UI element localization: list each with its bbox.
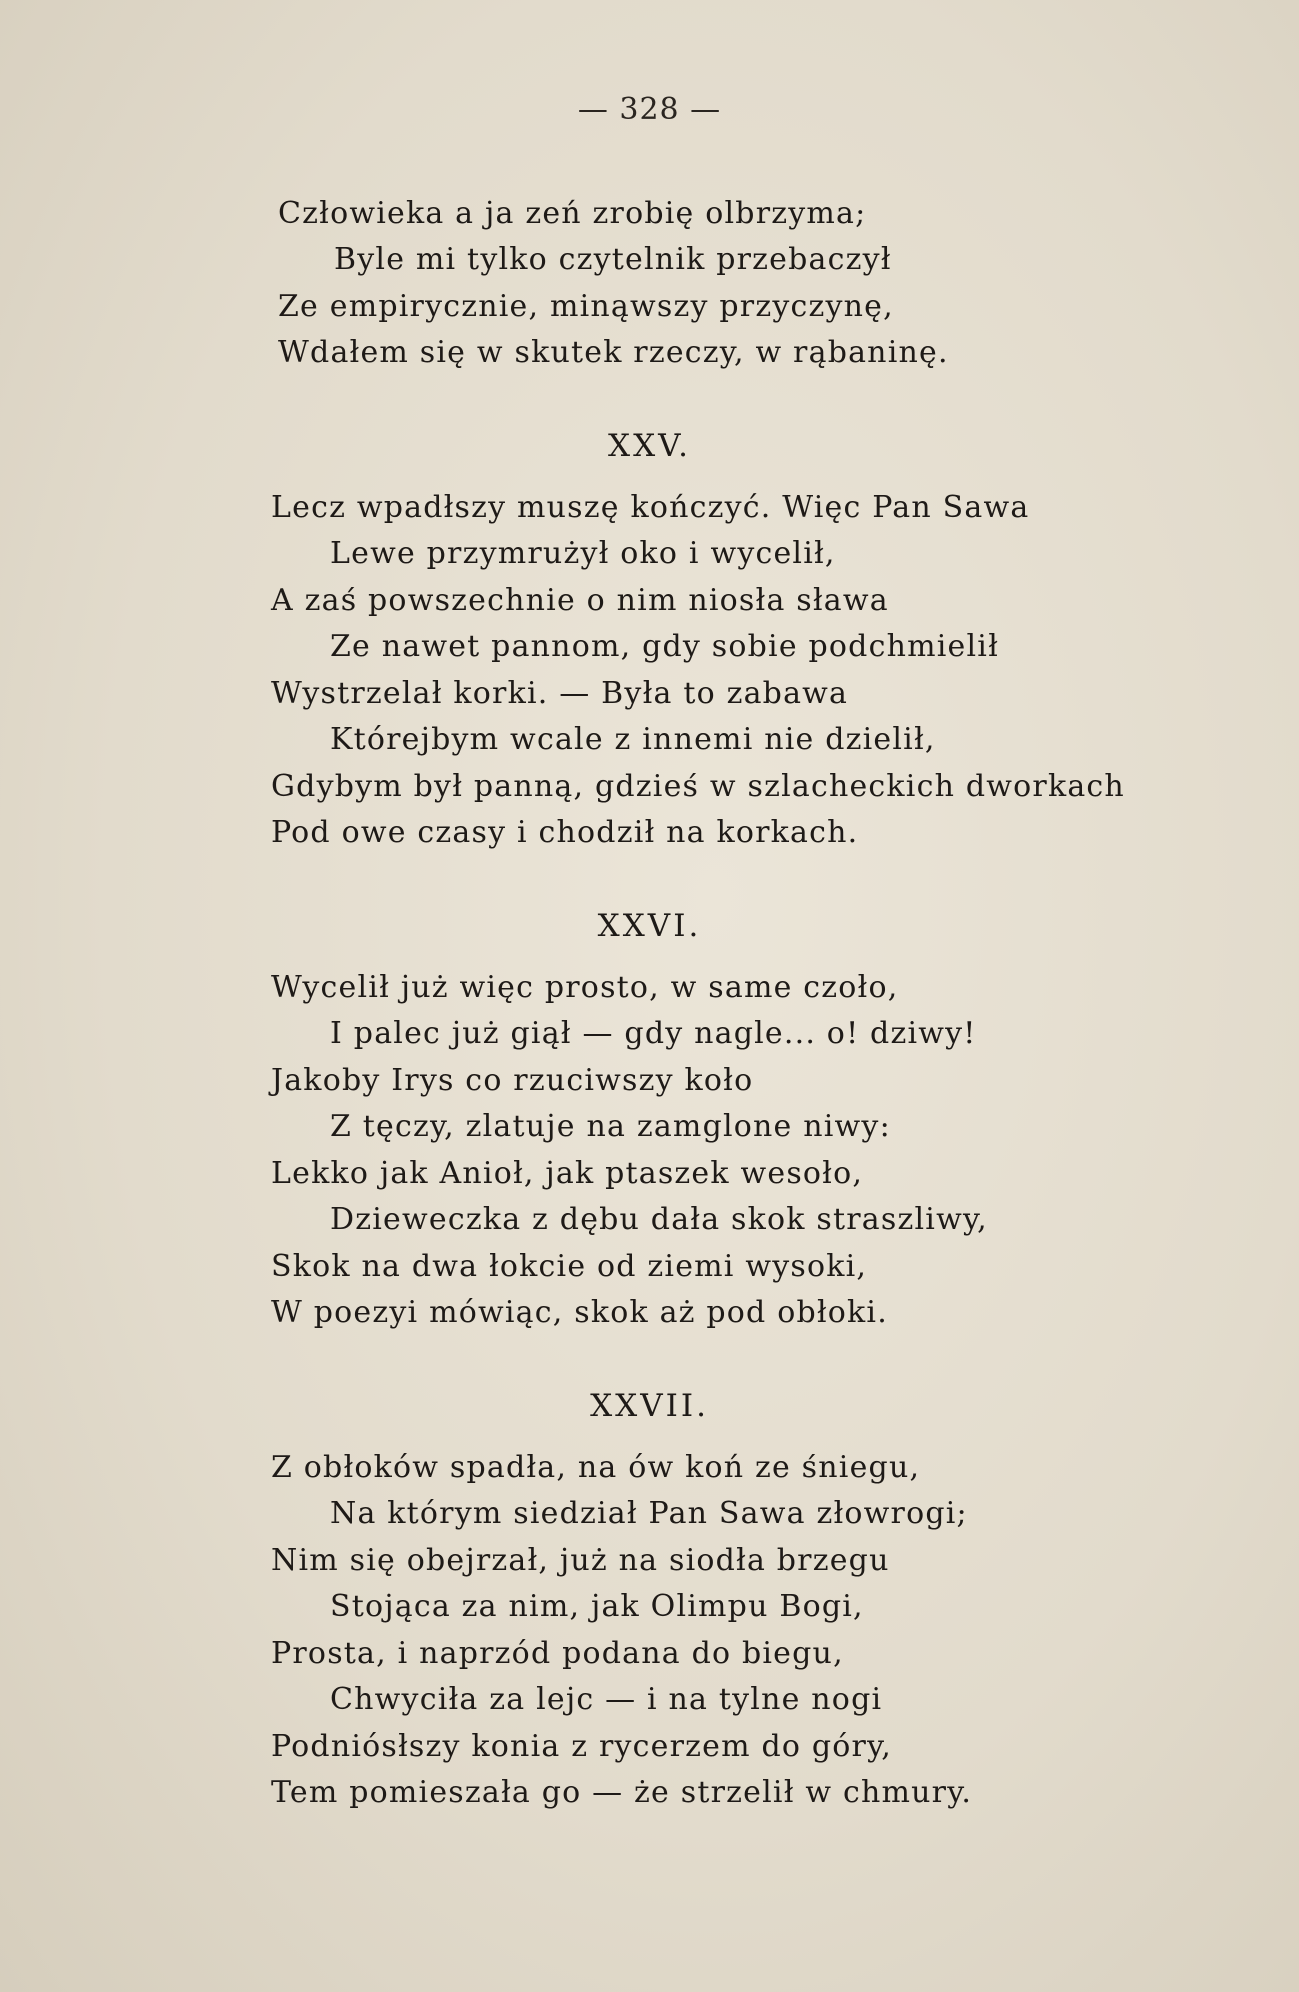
- verse-line: Lekko jak Anioł, jak ptaszek wesoło,: [271, 1156, 864, 1191]
- verse-line: Ze nawet pannom, gdy sobie podchmielił: [330, 629, 1000, 664]
- stanza-heading: XXV.: [608, 428, 691, 464]
- verse-line: Wystrzelał korki. — Była to zabawa: [271, 676, 849, 711]
- stanza-heading: XXVII.: [590, 1388, 709, 1424]
- verse-line: Byle mi tylko czytelnik przebaczył: [334, 242, 892, 277]
- verse-line: A zaś powszechnie o nim niosła sława: [271, 583, 889, 618]
- verse-line: Prosta, i naprzód podana do biegu,: [271, 1636, 844, 1671]
- verse-line: Tem pomieszała go — że strzelił w chmury.: [271, 1775, 973, 1810]
- verse-line: W poezyi mówiąc, skok aż pod obłoki.: [271, 1295, 888, 1330]
- verse-line: Nim się obejrzał, już na siodła brzegu: [271, 1543, 890, 1578]
- verse-line: Stojąca za nim, jak Olimpu Bogi,: [330, 1589, 864, 1624]
- verse-line: Skok na dwa łokcie od ziemi wysoki,: [271, 1249, 868, 1284]
- verse-line: Dzieweczka z dębu dała skok straszliwy,: [330, 1202, 988, 1237]
- verse-line: Z tęczy, zlatuje na zamglone niwy:: [330, 1109, 891, 1144]
- verse-line: Jakoby Irys co rzuciwszy koło: [271, 1063, 754, 1098]
- verse-line: Gdybym był panną, gdzieś w szlacheckich dworkach: [271, 769, 1125, 804]
- verse-line: Wycelił już więc prosto, w same czoło,: [271, 970, 899, 1005]
- verse-line: Człowieka a ja zeń zrobię olbrzyma;: [278, 196, 867, 231]
- verse-line: Lecz wpadłszy muszę kończyć. Więc Pan Sawa: [271, 490, 1030, 525]
- verse-line: Którejbym wcale z innemi nie dzielił,: [330, 722, 936, 757]
- verse-line: Na którym siedział Pan Sawa złowrogi;: [330, 1496, 968, 1531]
- verse-line: Wdałem się w skutek rzeczy, w rąbaninę.: [278, 335, 949, 370]
- verse-line: I palec już giął — gdy nagle... o! dziwy!: [330, 1016, 977, 1051]
- verse-line: Z obłoków spadła, na ów koń ze śniegu,: [271, 1450, 921, 1485]
- verse-line: Chwyciła za lejc — i na tylne nogi: [330, 1682, 883, 1717]
- verse-line: Podniósłszy konia z rycerzem do góry,: [271, 1729, 892, 1764]
- page-number: — 328 —: [577, 92, 722, 127]
- verse-line: Ze empirycznie, minąwszy przyczynę,: [278, 289, 894, 324]
- verse-line: Pod owe czasy i chodził na korkach.: [271, 815, 859, 850]
- stanza-heading: XXVI.: [597, 908, 702, 944]
- verse-line: Lewe przymrużył oko i wycelił,: [330, 536, 836, 571]
